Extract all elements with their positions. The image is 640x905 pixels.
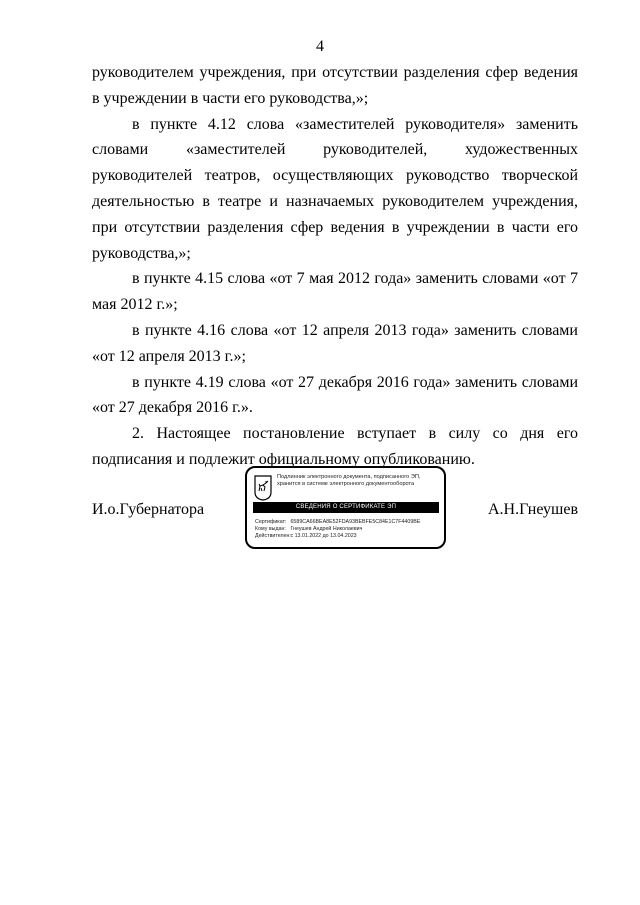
signer-role: И.о.Губернатора xyxy=(92,501,205,518)
stamp-valid-row xyxy=(255,533,420,540)
stamp-valid-label: Действителен: xyxy=(255,533,291,540)
stamp-title-bar: СВЕДЕНИЯ О СЕРТИФИКАТЕ ЭП xyxy=(253,502,439,513)
signer-name: А.Н.Гнеушев xyxy=(488,501,578,518)
paragraph: в пункте 4.12 слова «заместителей руководителя» заменить словами «заместителей руководителей, художественных руководителей театров, осуществляющих руководство творческой деятельностью в театре и назначаемых руководителем учреждения, при отсутствии разделения сфер ведения в учреждении в части его руководства,»; xyxy=(92,115,578,262)
deer-coat-of-arms-icon xyxy=(254,475,272,501)
paragraph: руководителем учреждения, при отсутствии разделения сфер ведения в учреждении в части его руководства,»; xyxy=(92,64,578,107)
stamp-header-line: хранится в системе электронного документооборота xyxy=(277,481,415,487)
paragraph: в пункте 4.19 слова «от 27 декабря 2016 года» заменить словами «от 27 декабря 2016 г.». xyxy=(92,373,578,417)
paragraph: в пункте 4.16 слова «от 12 апреля 2013 года» заменить словами «от 12 апреля 2013 г.»; xyxy=(92,321,578,365)
document-body xyxy=(92,60,578,473)
stamp-owner-value: Гнеушев Андрей Николаевич xyxy=(290,526,363,533)
stamp-header xyxy=(277,474,443,488)
stamp-cert-label: Сертификат: xyxy=(255,519,287,525)
stamp-valid-value: с 13.01.2022 до 13.04.2023 xyxy=(290,533,357,540)
paragraph: 2. Настоящее постановление вступает в силу со дня его подписания и подлежит официальному опубликованию. xyxy=(92,425,578,468)
page-number: 4 xyxy=(316,38,324,55)
stamp-header-line: Подлинник электронного документа, подписанного ЭП, xyxy=(277,474,421,480)
stamp-details xyxy=(255,519,420,541)
stamp-cert-value: 6589CA66BEA8E52FDA93BEBFE5C84E1C7F4409BE xyxy=(290,519,421,525)
stamp-owner-label: Кому выдан: xyxy=(255,526,286,533)
paragraph: в пункте 4.15 слова «от 7 мая 2012 года» заменить словами «от 7 мая 2012 г.»; xyxy=(92,270,578,314)
electronic-signature-stamp xyxy=(245,466,446,549)
